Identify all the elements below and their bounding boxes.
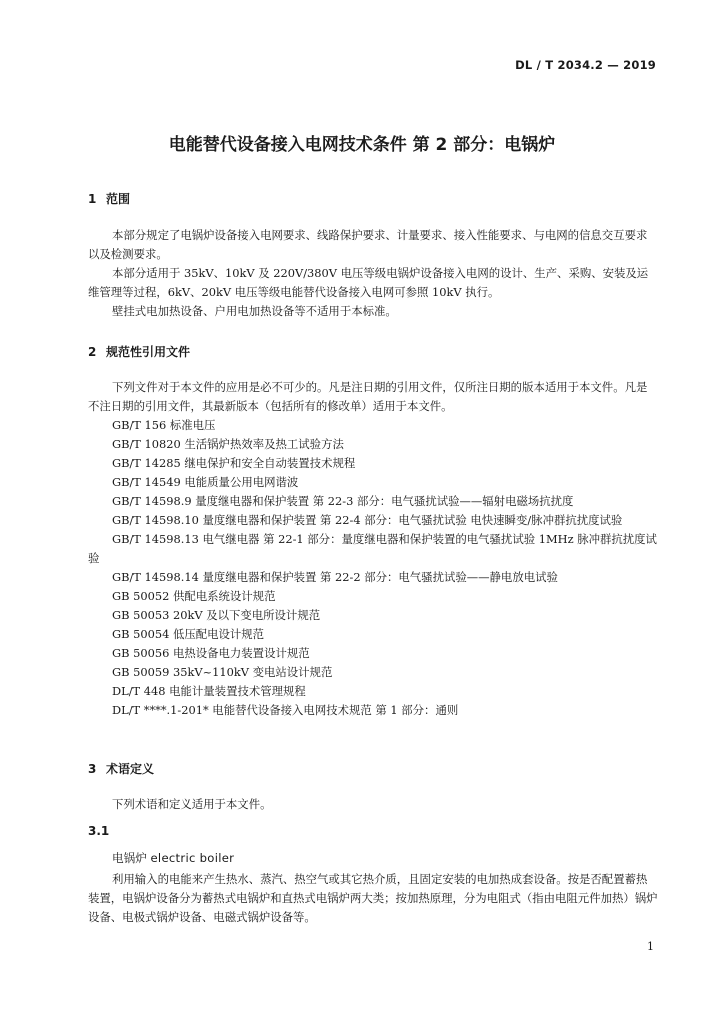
scope-paragraph: 壁挂式电加热设备、户用电加热设备等不适用于本标准。 [112, 304, 397, 318]
reference-item: DL/T 448 电能计量装置技术管理规程 [112, 684, 306, 698]
term-name [112, 850, 234, 866]
page-number: 1 [647, 940, 654, 953]
reference-item: GB/T 14598.14 量度继电器和保护装置 第 22-2 部分：电气骚扰试验——静电放电试验 [112, 570, 558, 584]
section-1-heading [88, 190, 130, 207]
reference-item: GB 50053 20kV 及以下变电所设计规范 [112, 608, 321, 622]
term-name-en: electric boiler [150, 851, 235, 865]
reference-item: GB/T 156 标准电压 [112, 418, 216, 432]
reference-item: DL/T ****.1-201* 电能替代设备接入电网技术规范 第 1 部分：通则 [112, 703, 459, 717]
document-title: 电能替代设备接入电网技术条件 第 2 部分：电锅炉 [168, 135, 556, 155]
reference-item: GB 50052 供配电系统设计规范 [112, 589, 276, 603]
term-definition: 利用输入的电能来产生热水、蒸汽、热空气或其它热介质，且固定安装的电加热成套设备。按是否配置蓄热装置，电锅炉设备分为蓄热式电锅炉和直热式电锅炉两大类；按加热原理，分为电阻式（指由电阻元件加热）锅炉设备、电极式锅炉设备、电磁式锅炉设备等。 [88, 872, 658, 924]
scope-paragraph: 本部分适用于 35kV、10kV 及 220V/380V 电压等级电锅炉设备接入电网的设计、生产、采购、安装及运维管理等过程，6kV、20kV 电压等级电能替代设备接入电网可参照 10kV 执行。 [88, 266, 649, 299]
section-1-body [88, 226, 658, 321]
section-3-heading [88, 760, 154, 777]
references-intro: 下列文件对于本文件的应用是必不可少的。凡是注日期的引用文件，仅所注日期的版本适用于本文件。凡是不注日期的引用文件，其最新版本（包括所有的修改单）适用于本文件。 [88, 380, 648, 413]
terms-intro: 下列术语和定义适用于本文件。 [112, 797, 272, 811]
section-3-number: 3 [88, 762, 97, 776]
reference-item: GB 50059 35kV~110kV 变电站设计规范 [112, 665, 333, 679]
reference-item: GB/T 10820 生活锅炉热效率及热工试验方法 [112, 437, 344, 451]
section-2-title: 规范性引用文件 [106, 345, 191, 359]
section-1-number: 1 [88, 192, 97, 206]
reference-list [88, 416, 658, 720]
reference-item: GB/T 14598.9 量度继电器和保护装置 第 22-3 部分：电气骚扰试验——辐射电磁场抗扰度 [112, 494, 574, 508]
reference-item: GB/T 14549 电能质量公用电网谐波 [112, 475, 299, 489]
section-2-heading [88, 343, 190, 360]
section-3-title: 术语定义 [106, 762, 155, 776]
reference-item: GB 50054 低压配电设计规范 [112, 627, 265, 641]
scope-paragraph: 本部分规定了电锅炉设备接入电网要求、线路保护要求、计量要求、接入性能要求、与电网的信息交互要求以及检测要求。 [88, 228, 648, 261]
reference-item: GB/T 14598.13 电气继电器 第 22-1 部分：量度继电器和保护装置的电气骚扰试验 1MHz 脉冲群抗扰度试验 [88, 532, 657, 565]
section-2-number: 2 [88, 345, 97, 359]
reference-item: GB/T 14598.10 量度继电器和保护装置 第 22-4 部分：电气骚扰试验 电快速瞬变/脉冲群抗扰度试验 [112, 513, 623, 527]
section-1-title: 范围 [106, 192, 131, 206]
reference-item: GB/T 14285 继电保护和安全自动装置技术规程 [112, 456, 356, 470]
standard-code: DL / T 2034.2 — 2019 [515, 58, 656, 72]
clause-number: 3.1 [88, 824, 110, 838]
reference-item: GB 50056 电热设备电力装置设计规范 [112, 646, 310, 660]
term-name-cn: 电锅炉 [112, 851, 147, 865]
